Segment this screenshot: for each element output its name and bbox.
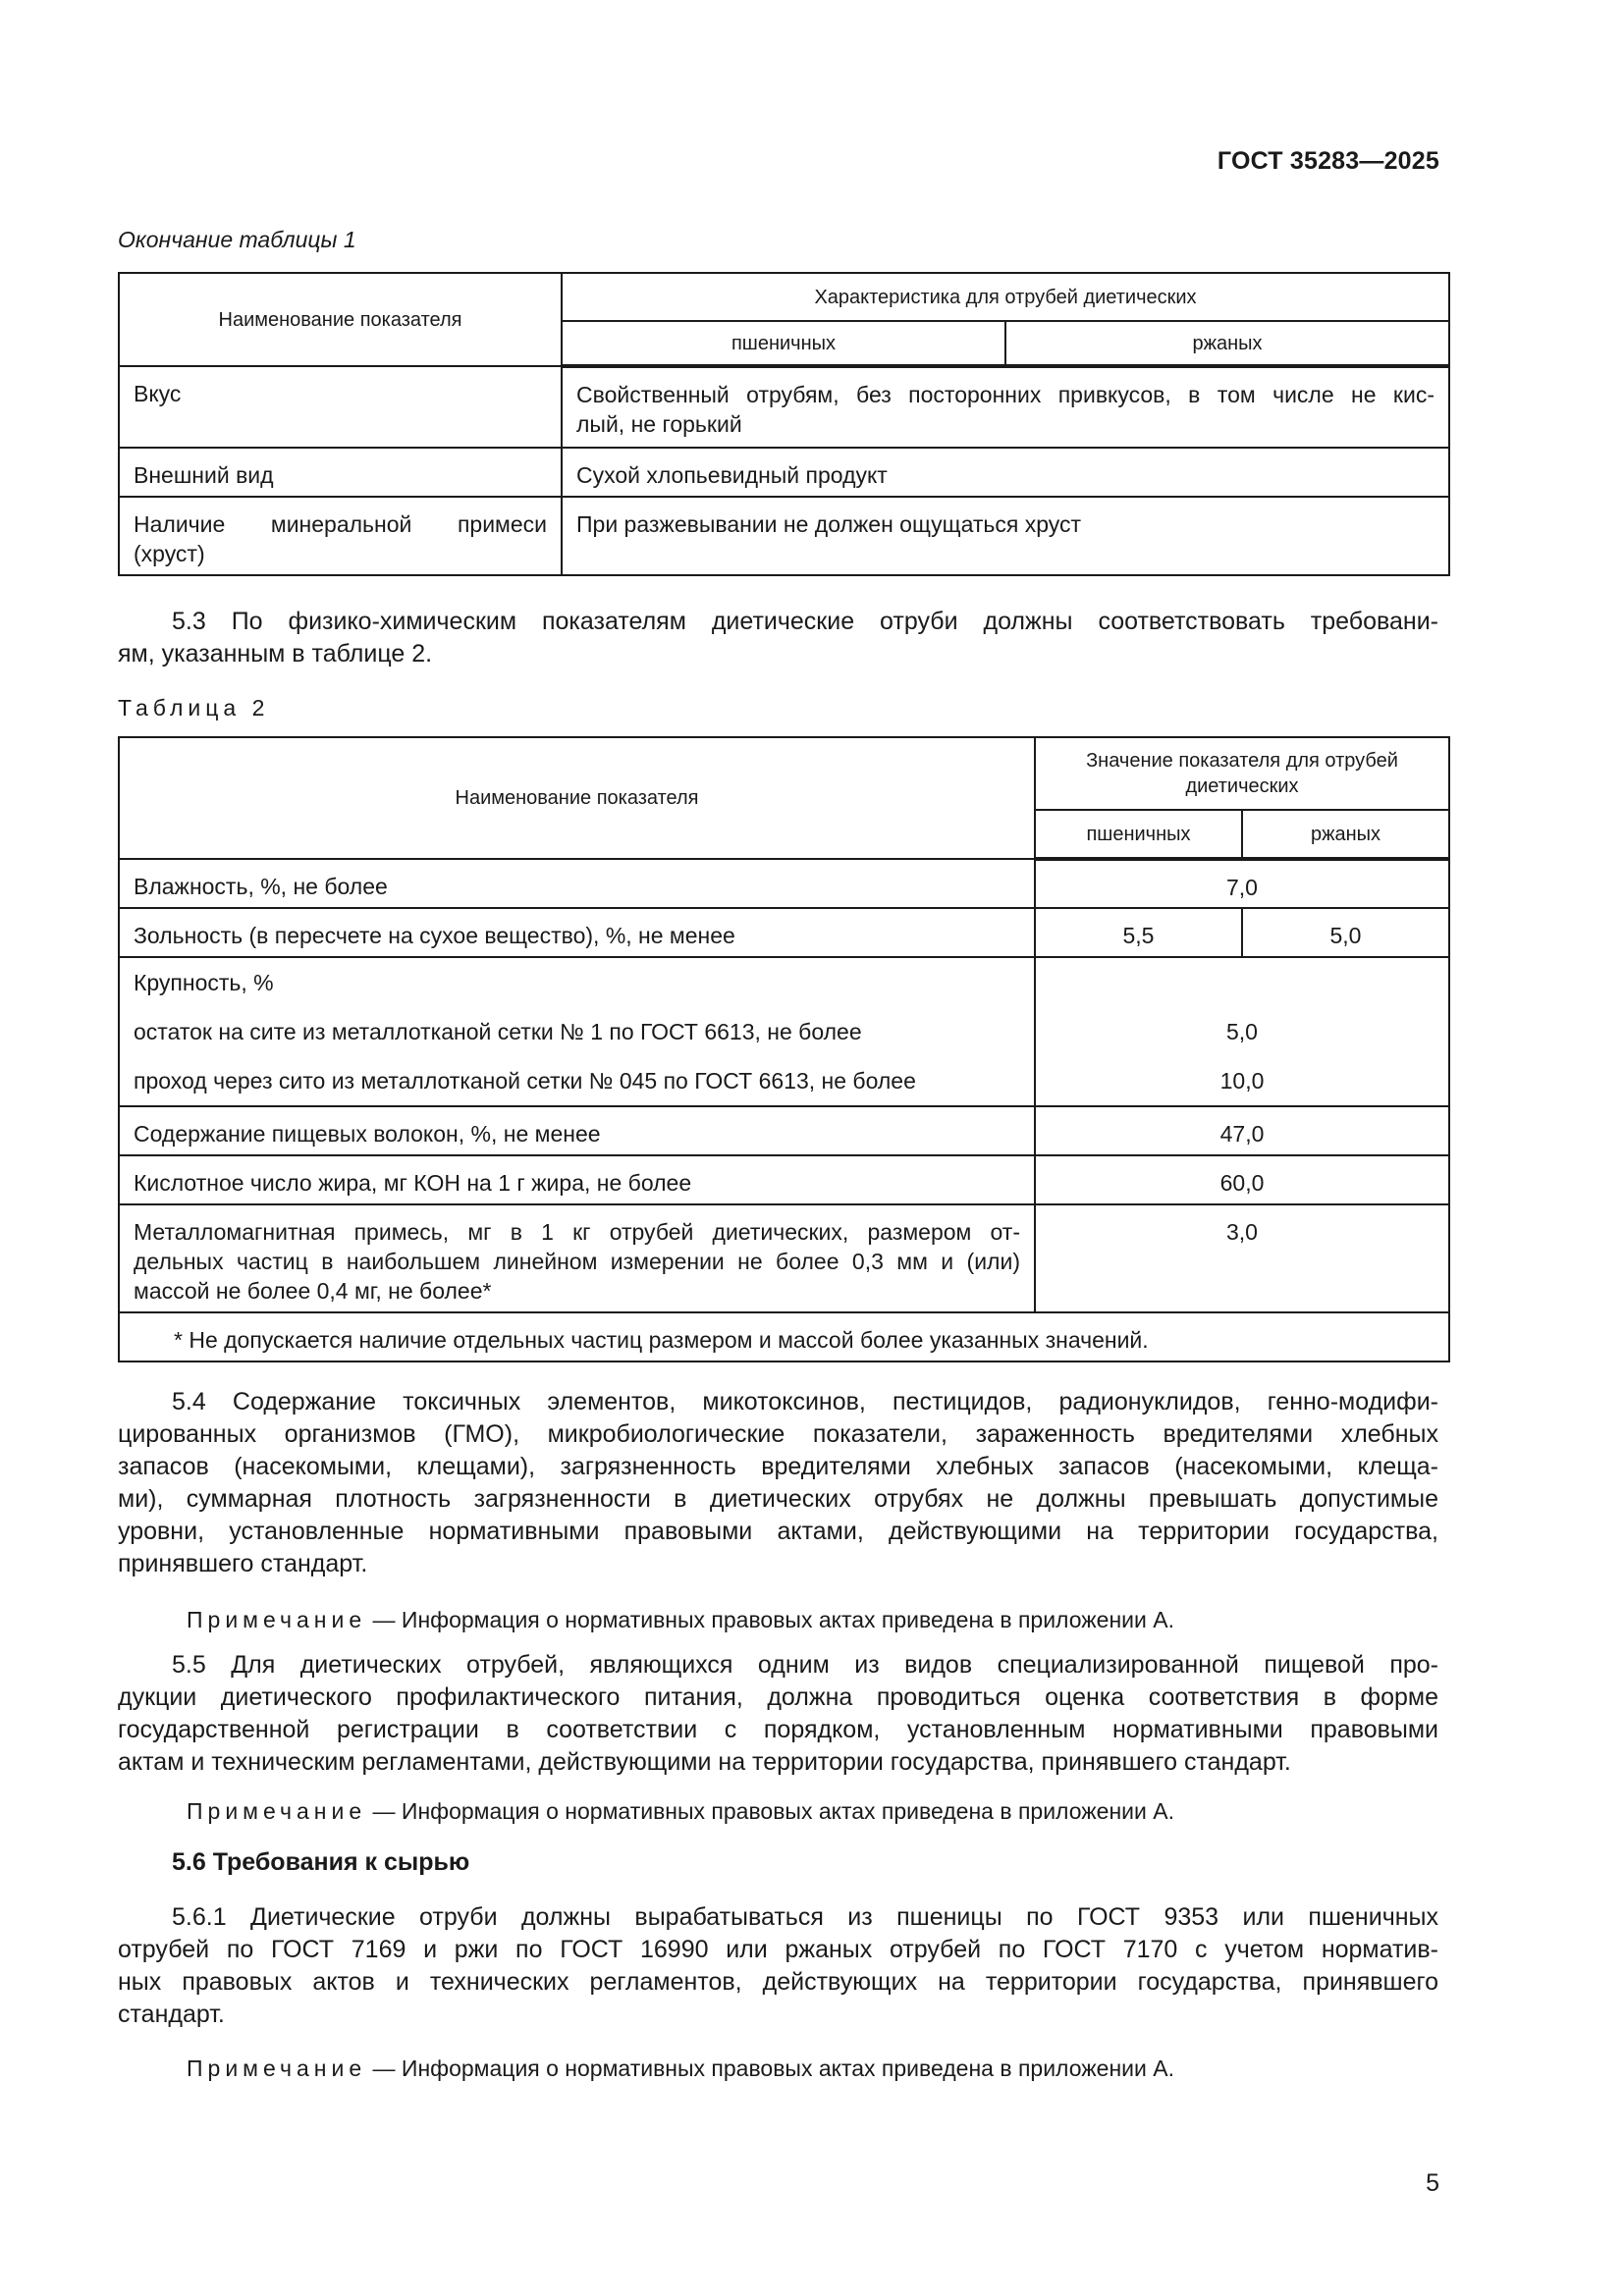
table2-row-value-rye: 5,0 — [1242, 908, 1449, 957]
paragraph-line: запасов (насекомыми, клещами), загрязненность вредителями хлебных запасов (насекомыми, клеща- — [118, 1453, 1438, 1480]
note-text: — Информация о нормативных правовых актах приведена в приложении А. — [366, 1798, 1174, 1824]
table2-row-name: Содержание пищевых волокон, %, не менее — [119, 1106, 1035, 1155]
table2-row-value: 47,0 — [1035, 1106, 1449, 1155]
note-text: — Информация о нормативных правовых актах приведена в приложении А. — [366, 1607, 1174, 1632]
table-row — [119, 1204, 1449, 1312]
note-5-4 — [187, 1605, 1174, 1634]
paragraph-line: отрубей по ГОСТ 7169 и ржи по ГОСТ 16990 или ржаных отрубей по ГОСТ 7170 с учетом норматив- — [118, 1936, 1438, 1963]
table2 — [118, 736, 1450, 1362]
table-row — [119, 859, 1449, 908]
table2-row-value-line: 10,0 — [1219, 1068, 1265, 1094]
paragraph-line: 5.3 По физико-химическим показателям диетические отруби должны соответствовать требовани- — [172, 608, 1438, 635]
paragraph-line: дукции диетического профилактического питания, должна проводиться оценка соответствия в форме — [118, 1683, 1438, 1711]
table1-header-wheat: пшеничных — [562, 321, 1005, 366]
table1 — [118, 272, 1450, 576]
table1-header-group: Характеристика для отрубей диетических — [562, 273, 1449, 321]
table2-row-name: Кислотное число жира, мг КОН на 1 г жира, не более — [119, 1155, 1035, 1204]
table2-row-name-line: дельных частиц в наибольшем линейном измерении не более 0,3 мм и (или) — [134, 1249, 1020, 1274]
table1-row-name: Внешний вид — [119, 448, 562, 497]
table1-row-value-line: лый, не горький — [576, 411, 742, 437]
table1-caption: Окончание таблицы 1 — [118, 227, 356, 252]
paragraph-line: уровни, установленные нормативными правовыми актами, действующими на территории государства, — [118, 1518, 1438, 1545]
table1-row-name-line: Наличие минеральной примеси — [134, 511, 547, 537]
paragraph-line: 5.5 Для диетических отрубей, являющихся одним из видов специализированной пищевой про- — [172, 1651, 1438, 1679]
table1-row-value — [562, 366, 1449, 448]
table-row — [119, 1312, 1449, 1362]
table-row — [119, 366, 1449, 448]
table2-header-name: Наименование показателя — [119, 737, 1035, 859]
table1-row-name: Вкус — [119, 366, 562, 448]
table2-header-group-line: диетических — [1185, 775, 1299, 797]
table2-row-value: 60,0 — [1035, 1155, 1449, 1204]
table-row — [119, 957, 1449, 1106]
table2-row-value: 3,0 — [1035, 1204, 1449, 1312]
table2-header-group-line: Значение показателя для отрубей — [1086, 750, 1398, 772]
table2-row-name-line: проход через сито из металлотканой сетки № 045 по ГОСТ 6613, не более — [134, 1068, 916, 1094]
document-id: ГОСТ 35283—2025 — [1217, 147, 1439, 175]
section-heading-5-6: 5.6 Требования к сырью — [172, 1848, 470, 1876]
paragraph-5-6-1 — [118, 1901, 1438, 2031]
table2-row-name — [119, 1204, 1035, 1312]
table2-row-name-line: Металломагнитная примесь, мг в 1 кг отрубей диетических, размером от- — [134, 1219, 1020, 1245]
paragraph-line: ных правовых актов и технических регламентов, действующих на территории государства, принявшего — [118, 1968, 1438, 1996]
table-row — [119, 448, 1449, 497]
table-row — [119, 1106, 1449, 1155]
paragraph-line: 5.4 Содержание токсичных элементов, микотоксинов, пестицидов, радионуклидов, генно-модифи- — [172, 1388, 1438, 1415]
table2-row-name-line: Крупность, % — [134, 970, 274, 995]
table2-header-rye: ржаных — [1242, 810, 1449, 859]
paragraph-5-4 — [118, 1386, 1438, 1580]
table2-title: Таблица 2 — [118, 695, 270, 721]
paragraph-5-5 — [118, 1649, 1438, 1779]
table1-header-rye: ржаных — [1005, 321, 1449, 366]
table-row — [119, 1155, 1449, 1204]
table2-row-value-line — [1050, 958, 1435, 1007]
note-text: — Информация о нормативных правовых актах приведена в приложении А. — [366, 2056, 1174, 2081]
table2-header-wheat: пшеничных — [1035, 810, 1242, 859]
note-label: Примечание — [187, 1607, 367, 1632]
table2-row-name — [119, 957, 1035, 1106]
table-row — [119, 908, 1449, 957]
table1-header-name: Наименование показателя — [119, 273, 562, 366]
table2-header-group — [1035, 737, 1449, 810]
table2-row-name-line: массой не более 0,4 мг, не более* — [134, 1278, 492, 1304]
table2-row-name: Зольность (в пересчете на сухое вещество), %, не менее — [119, 908, 1035, 957]
table1-row-value: Сухой хлопьевидный продукт — [562, 448, 1449, 497]
note-5-6-1 — [187, 2054, 1174, 2083]
paragraph-5-3 — [118, 606, 1438, 670]
paragraph-line: ям, указанным в таблице 2. — [118, 640, 433, 667]
paragraph-line: 5.6.1 Диетические отруби должны вырабатываться из пшеницы по ГОСТ 9353 или пшеничных — [172, 1903, 1438, 1931]
table-row — [119, 497, 1449, 575]
table2-row-value — [1035, 957, 1449, 1106]
paragraph-line: цированных организмов (ГМО), микробиологические показатели, зараженность вредителями хлебных — [118, 1420, 1438, 1448]
table2-row-value-line: 5,0 — [1226, 1019, 1258, 1044]
paragraph-line: стандарт. — [118, 2001, 225, 2028]
note-label: Примечание — [187, 2056, 367, 2081]
paragraph-line: актам и техническим регламентами, действующими на территории государства, принявшего стандарт. — [118, 1748, 1291, 1776]
note-label: Примечание — [187, 1798, 367, 1824]
page-number: 5 — [1426, 2169, 1439, 2197]
table2-footnote: * Не допускается наличие отдельных частиц размером и массой более указанных значений. — [119, 1312, 1449, 1362]
paragraph-line: ми), суммарная плотность загрязненности в диетических отрубях не должны превышать допустимые — [118, 1485, 1438, 1513]
paragraph-line: государственной регистрации в соответствии с порядком, установленным нормативными правовыми — [118, 1716, 1438, 1743]
paragraph-line: принявшего стандарт. — [118, 1550, 368, 1577]
table2-row-name: Влажность, %, не более — [119, 859, 1035, 908]
note-5-5 — [187, 1796, 1174, 1826]
table1-row-name-line: (хруст) — [134, 541, 205, 566]
table2-row-value: 7,0 — [1035, 859, 1449, 908]
table1-row-value: При разжевывании не должен ощущаться хруст — [562, 497, 1449, 575]
table1-row-value-line: Свойственный отрубям, без посторонних привкусов, в том числе не кис- — [576, 382, 1435, 407]
table1-row-name — [119, 497, 562, 575]
table2-row-value-wheat: 5,5 — [1035, 908, 1242, 957]
table2-row-name-line: остаток на сите из металлотканой сетки № 1 по ГОСТ 6613, не более — [134, 1019, 862, 1044]
